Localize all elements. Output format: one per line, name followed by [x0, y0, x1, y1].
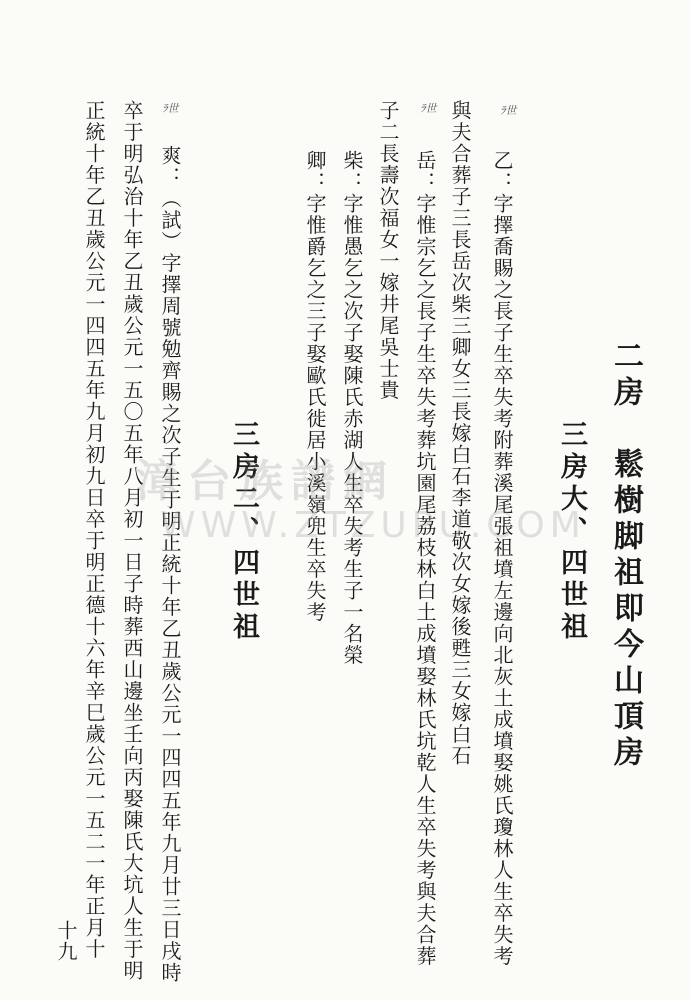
entry-qing: 卿：字惟爵乞之三子娶歐氏徙居小溪嶺兜生卒失考 [303, 150, 327, 623]
margin-note-left: ﾗ世 [162, 102, 179, 115]
branch-heading-top: 三房大、四世祖 [556, 420, 587, 644]
branch-heading-bottom: 三房二、四世祖 [228, 420, 259, 644]
watermark-url: WWW.ZTZUPU.COM [160, 505, 586, 546]
entry-qi-cont: 與夫合葬子三長岳次柴三卿女三長嫁白石李道敬次女嫁後甦三女嫁白石 [448, 100, 472, 767]
entry-shuang-cont-2: 正統十年乙丑歲公元一四四五年九月初九日卒于明正德十六年辛巳歲公元一五二一年正月十 [82, 100, 106, 960]
margin-note-mid: ﾗ世 [420, 102, 437, 115]
entry-qi: 乙：字擇喬賜之長子生卒失考附葬溪尾張祖墳左邊向北灰土成墳娶姚氏瓊林人生卒失考 [490, 150, 514, 967]
watermark-site-name: 漳台族譜網 [135, 456, 395, 507]
page-number: 十九 [54, 920, 78, 962]
entry-yue: 岳：字惟宗乞之長子生卒失考葬坑園尾荔枝林白土成墳娶林氏坑乾人生卒失考與夫合葬 [413, 150, 437, 967]
entry-yue-cont: 子二長壽次福女一嫁井尾吳士貴 [376, 100, 400, 401]
entry-shuang-cont-1: 卒于明弘治十年乙丑歲公元一五〇五年八月初一日子時葬西山邊坐壬向丙娶陳氏大坑人生于明 [120, 100, 144, 982]
margin-note-top-right: ﾗ世 [500, 104, 517, 117]
entry-shuang: 爽：（試）字擇周號勉齊賜之次子生于明正統十年乙丑歲公元一四四五年九月廿三日戌時 [158, 145, 182, 984]
entry-chai: 柴：字惟愚乞之次子娶陳氏赤湖人生卒失考生子一名榮 [340, 150, 364, 666]
page-title: 二房 鬆樹脚祖即今山頂房 [608, 340, 643, 772]
